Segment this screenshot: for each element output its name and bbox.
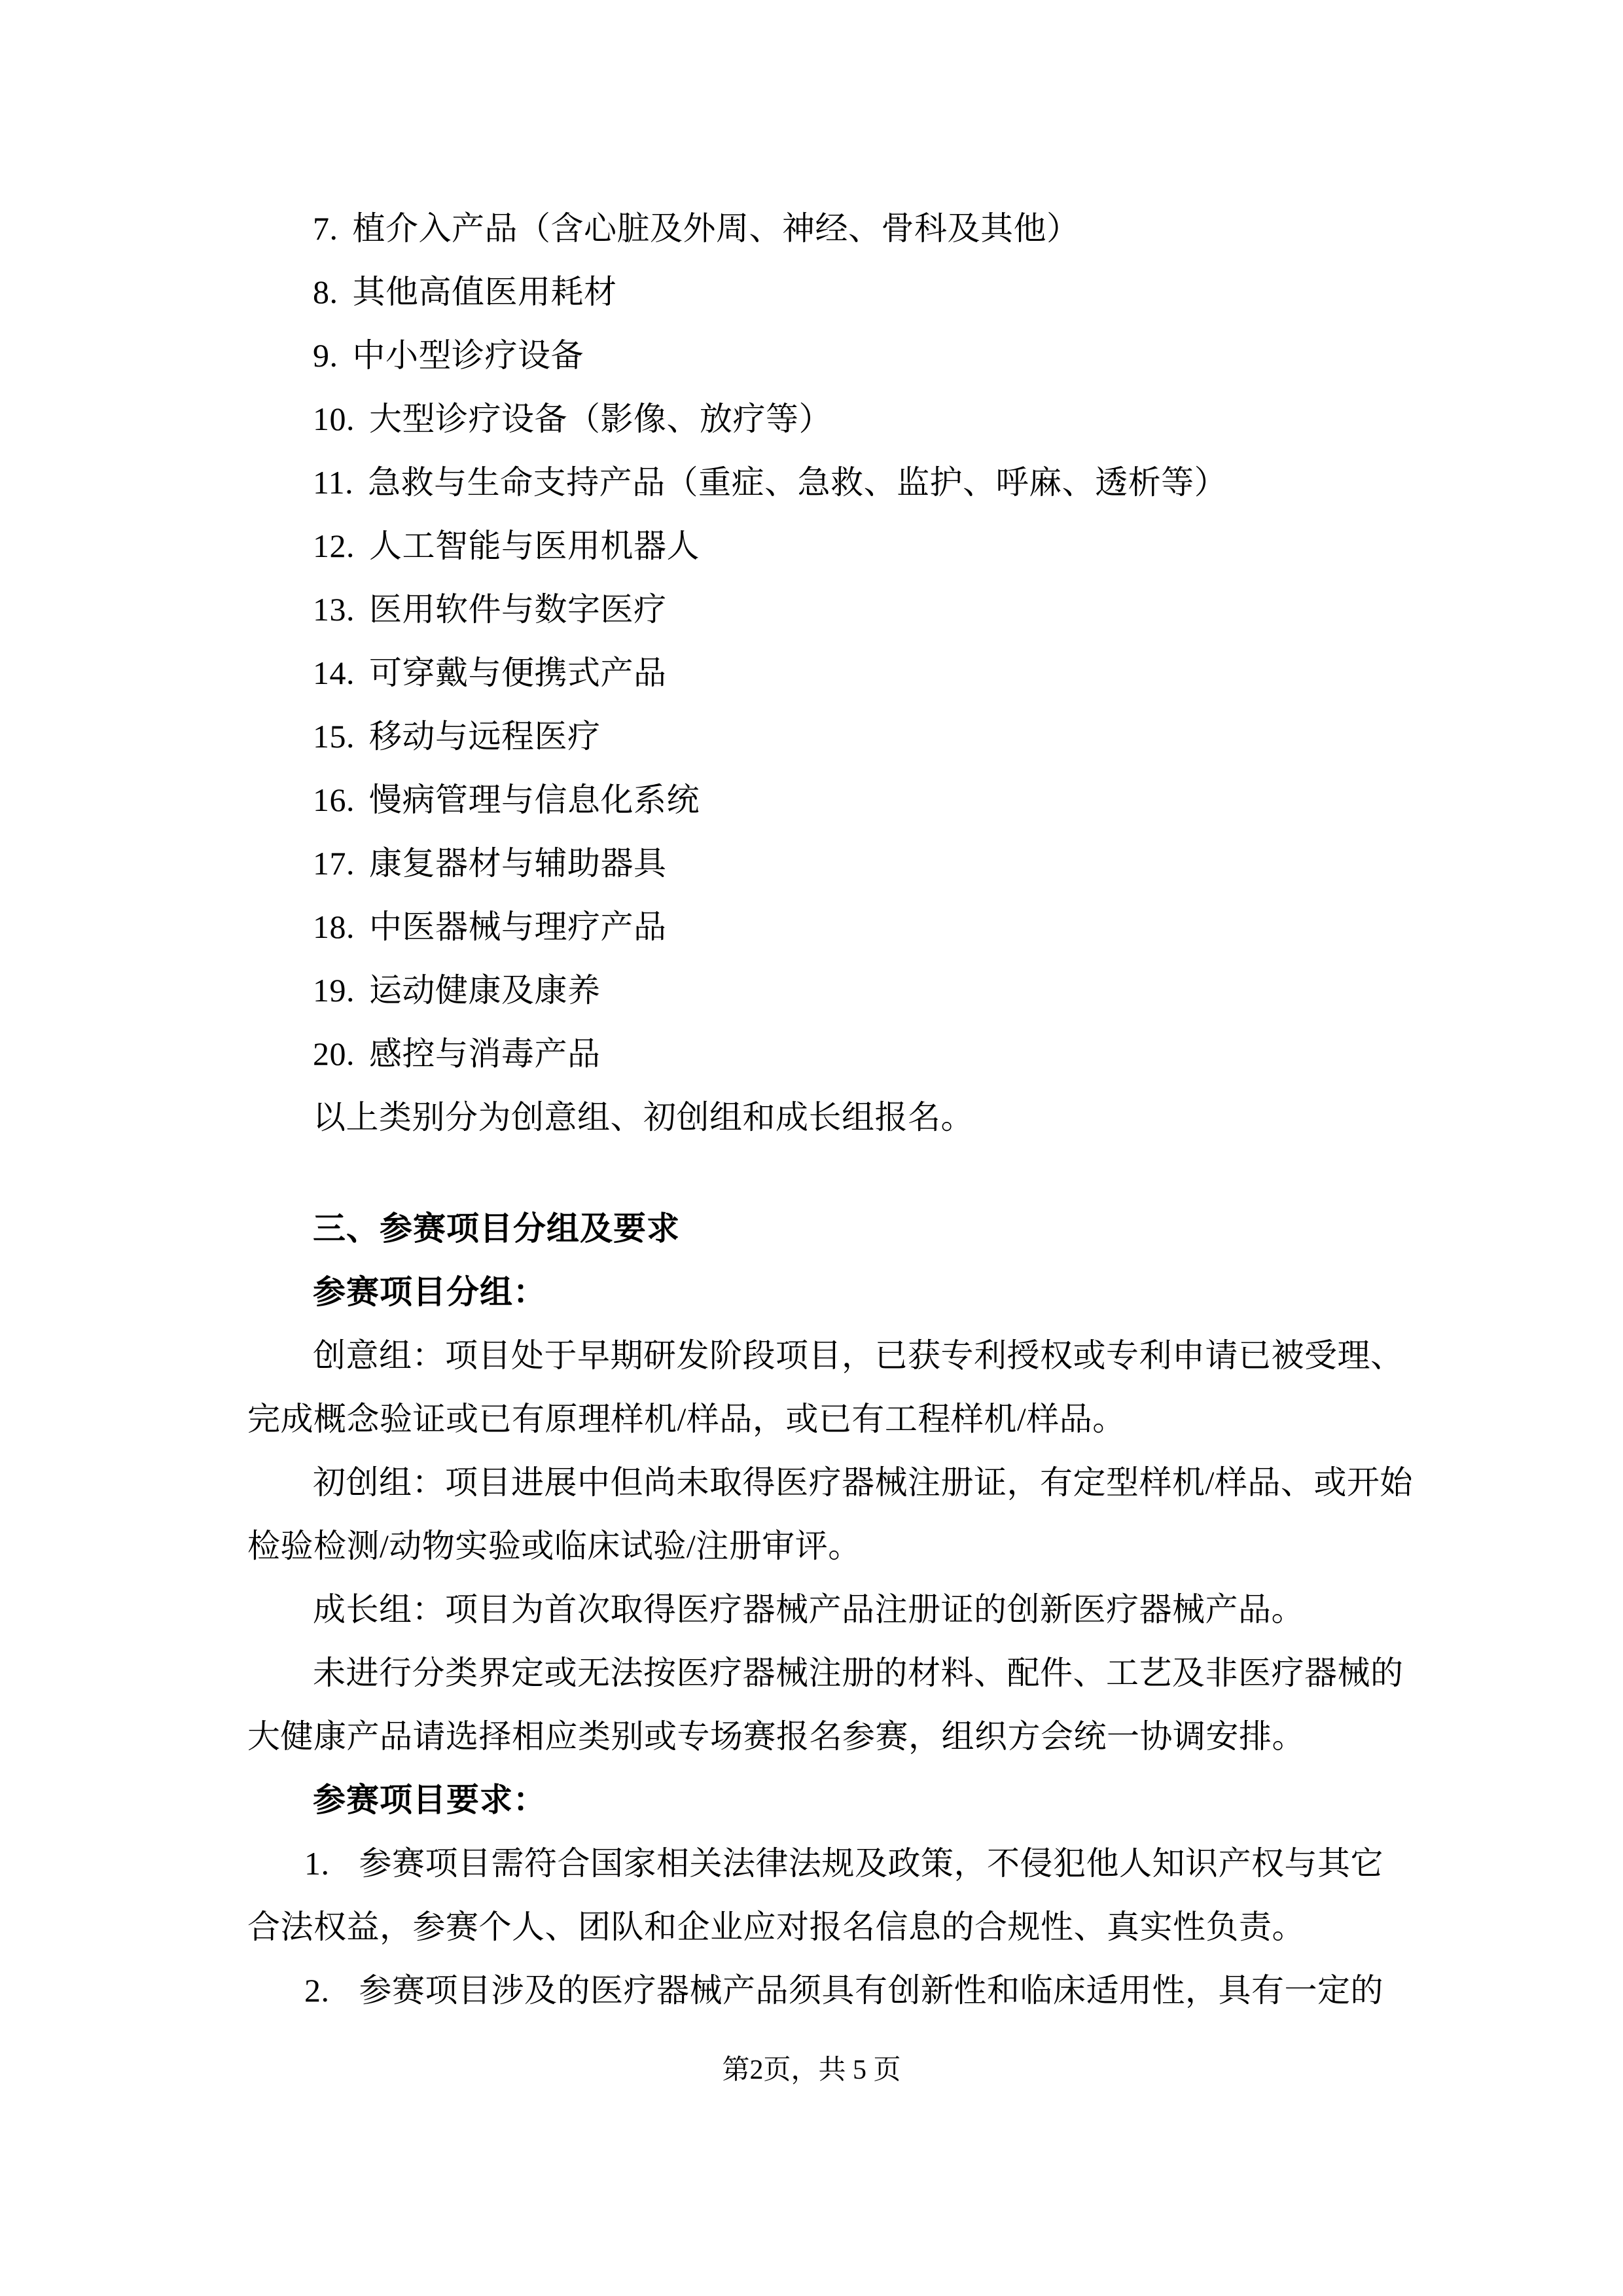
requirement-text-continuation: 合法权益，参赛个人、团队和企业应对报名信息的合规性、真实性负责。 <box>247 1909 1305 1945</box>
category-text: 运动健康及康养 <box>369 972 601 1009</box>
paragraph-line: 大健康产品请选择相应类别或专场赛报名参赛，组织方会统一协调安排。 <box>247 1718 1305 1755</box>
category-item <box>247 514 1399 578</box>
category-text: 医用软件与数字医疗 <box>369 591 667 628</box>
requirement-item <box>247 1832 1399 1895</box>
category-number: 11. <box>313 464 354 501</box>
requirement-number: 2. <box>304 1972 330 2009</box>
category-number: 8. <box>313 274 338 310</box>
requirement-number: 1. <box>304 1845 330 1882</box>
category-number: 18. <box>313 908 355 945</box>
category-item <box>247 895 1399 959</box>
category-item <box>247 324 1399 387</box>
paragraph-line: 检验检测/动物实验或临床试验/注册审评。 <box>247 1528 861 1564</box>
category-item <box>247 387 1399 451</box>
category-text: 其他高值医用耗材 <box>352 274 617 310</box>
category-item <box>247 832 1399 895</box>
paragraph-line: 完成概念验证或已有原理样机/样品，或已有工程样机/样品。 <box>247 1401 1126 1437</box>
category-item <box>247 959 1399 1022</box>
category-closing-note: 以上类别分为创意组、初创组和成长组报名。 <box>313 1099 974 1136</box>
category-text: 感控与消毒产品 <box>369 1035 601 1072</box>
category-text: 植介入产品（含心脏及外周、神经、骨科及其他） <box>352 210 1080 247</box>
category-text: 急救与生命支持产品（重症、急救、监护、呼麻、透析等） <box>368 464 1228 501</box>
category-item <box>247 705 1399 768</box>
category-text: 中医器械与理疗产品 <box>369 908 667 945</box>
category-item <box>247 641 1399 705</box>
blank-line <box>247 1149 1399 1197</box>
requirement-item <box>247 1959 1399 2022</box>
category-number: 15. <box>313 718 355 755</box>
category-text: 康复器材与辅助器具 <box>369 845 667 882</box>
category-text: 慢病管理与信息化系统 <box>369 781 700 818</box>
category-item <box>247 451 1399 514</box>
category-number: 10. <box>313 401 355 437</box>
category-number: 7. <box>313 210 338 247</box>
category-text: 人工智能与医用机器人 <box>369 528 700 564</box>
paragraph-line: 创意组：项目处于早期研发阶段项目，已获专利授权或专利申请已被受理、 <box>313 1337 1404 1374</box>
requirements-subheading: 参赛项目要求： <box>313 1782 546 1818</box>
paragraph-line: 未进行分类界定或无法按医疗器械注册的材料、配件、工艺及非医疗器械的 <box>313 1655 1404 1691</box>
category-text: 中小型诊疗设备 <box>352 337 584 374</box>
paragraph-line: 初创组：项目进展中但尚未取得医疗器械注册证，有定型样机/样品、或开始 <box>313 1464 1413 1501</box>
category-number: 14. <box>313 655 355 691</box>
category-item <box>247 197 1399 260</box>
requirement-text: 参赛项目涉及的医疗器械产品须具有创新性和临床适用性，具有一定的 <box>359 1972 1383 2009</box>
category-text: 移动与远程医疗 <box>369 718 601 755</box>
category-number: 9. <box>313 337 338 374</box>
category-number: 13. <box>313 591 355 628</box>
category-number: 20. <box>313 1035 355 1072</box>
category-number: 16. <box>313 781 355 818</box>
category-text: 可穿戴与便携式产品 <box>369 655 667 691</box>
category-item <box>247 260 1399 324</box>
category-item <box>247 768 1399 832</box>
page-number-footer: 第2页，共 5 页 <box>722 2055 901 2085</box>
category-number: 12. <box>313 528 355 564</box>
groups-subheading: 参赛项目分组： <box>313 1274 546 1310</box>
category-item <box>247 1022 1399 1086</box>
category-number: 19. <box>313 972 355 1009</box>
requirement-text: 参赛项目需符合国家相关法律法规及政策，不侵犯他人知识产权与其它 <box>359 1845 1383 1882</box>
paragraph-line: 成长组：项目为首次取得医疗器械产品注册证的创新医疗器械产品。 <box>313 1591 1304 1628</box>
category-number: 17. <box>313 845 355 882</box>
category-text: 大型诊疗设备（影像、放疗等） <box>369 401 832 437</box>
document-body <box>247 197 1413 2022</box>
section-heading: 三、参赛项目分组及要求 <box>313 1210 680 1247</box>
category-item <box>247 578 1399 641</box>
